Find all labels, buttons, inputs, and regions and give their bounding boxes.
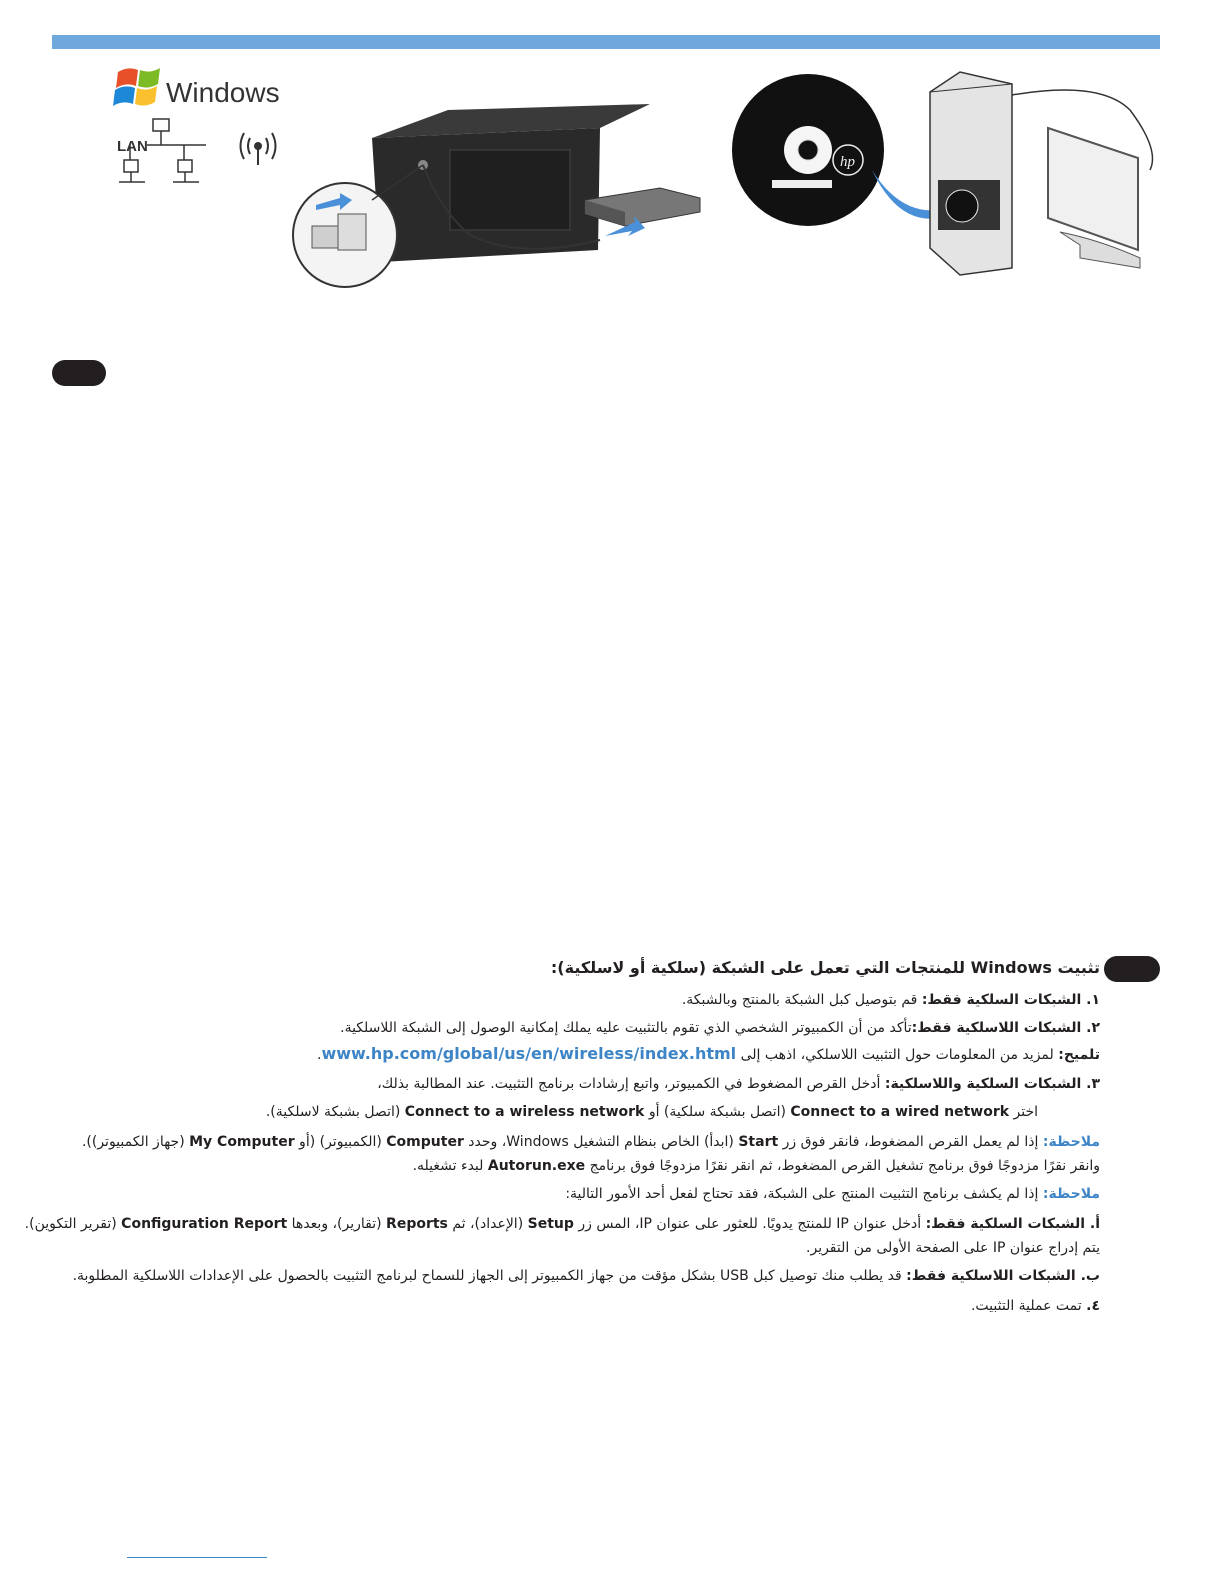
step-1-label: ١. الشبكات السلكية فقط: xyxy=(921,992,1100,1008)
step-2-label: ٢. الشبكات اللاسلكية فقط: xyxy=(911,1020,1100,1036)
step-1 xyxy=(682,990,1100,1010)
item-b xyxy=(73,1266,1100,1286)
windows-logo xyxy=(113,68,280,108)
installation-illustration xyxy=(0,0,1224,300)
note-2-text: إذا لم يكشف برنامج التثبيت المنتج على الشبكة، فقد تحتاج لفعل أحد الأمور التالية: xyxy=(565,1186,1043,1202)
item-a-part2: (الإعداد)، ثم xyxy=(447,1216,528,1232)
hp-cd-image xyxy=(732,74,884,226)
note-2 xyxy=(565,1184,1100,1204)
tip xyxy=(317,1044,1100,1065)
wireless-icon xyxy=(241,133,276,165)
monitor xyxy=(1048,128,1140,268)
language-tab-arabic xyxy=(1104,956,1160,982)
note-1-line2b: لبدء تشغيله. xyxy=(412,1158,488,1174)
step-4-text: تمت عملية التثبيت. xyxy=(970,1298,1087,1314)
note-1-line2a: وانقر نقرًا مزدوجًا فوق برنامج تشغيل القرص المضغوط، ثم انقر نقرًا مزدوجًا فوق برنامج xyxy=(585,1158,1100,1174)
step-3-text: أدخل القرص المضغوط في الكمبيوتر، واتبع إرشادات برنامج التثبيت. عند المطالبة بذلك، xyxy=(377,1076,885,1092)
autorun-term: Autorun.exe xyxy=(487,1158,586,1174)
configuration-report-term: Configuration Report xyxy=(121,1216,288,1232)
step-3 xyxy=(377,1074,1100,1094)
tip-end: . xyxy=(317,1047,322,1063)
tip-text: لمزيد من المعلومات حول التثبيت اللاسلكي، اذهب إلى xyxy=(736,1047,1059,1063)
step-4-label: ٤. xyxy=(1086,1298,1100,1314)
item-a-label: أ. الشبكات السلكية فقط: xyxy=(925,1216,1100,1232)
note-1-label: ملاحظة: xyxy=(1042,1134,1100,1150)
note-1-part1: إذا لم يعمل القرص المضغوط، فانقر فوق زر xyxy=(778,1134,1043,1150)
choose-text: اختر xyxy=(1009,1104,1038,1120)
step-3-choice xyxy=(266,1102,1038,1122)
windows-logo-text: Windows xyxy=(166,77,280,108)
hp-logo: hp xyxy=(840,154,855,170)
item-a-part3: (تقارير)، وبعدها xyxy=(287,1216,387,1232)
item-a-line-2: يتم إدراج عنوان IP على الصفحة الأولى من التقرير. xyxy=(806,1240,1100,1256)
start-term: Start xyxy=(738,1134,779,1150)
wired-network-ar: (اتصل بشبكة سلكية) أو xyxy=(644,1104,791,1120)
step-2 xyxy=(340,1018,1100,1038)
computer-term: Computer xyxy=(386,1134,464,1150)
printer-image xyxy=(372,104,650,262)
note-1 xyxy=(82,1132,1100,1152)
computer-tower xyxy=(930,72,1012,275)
item-a-part1: أدخل عنوان IP للمنتج يدويًا. للعثور على عنوان IP، المس زر xyxy=(573,1216,926,1232)
item-a xyxy=(25,1214,1100,1234)
wireless-network-option: Connect to a wireless network xyxy=(404,1104,645,1120)
step-1-text: قم بتوصيل كبل الشبكة بالمنتج وبالشبكة. xyxy=(681,992,922,1008)
step-2-text: تأكد من أن الكمبيوتر الشخصي الذي تقوم بالتثبيت عليه يملك إمكانية الوصول إلى الشبكة اللاسلكية. xyxy=(340,1020,912,1036)
step-4 xyxy=(971,1296,1100,1316)
note-2-label: ملاحظة: xyxy=(1042,1186,1100,1202)
wireless-help-link[interactable]: www.hp.com/global/us/en/wireless/index.html xyxy=(321,1044,737,1063)
footer-rule xyxy=(127,1557,267,1558)
tip-label: تلميح: xyxy=(1058,1047,1100,1063)
item-a-part4: (تقرير التكوين). xyxy=(24,1216,122,1232)
item-b-text: قد يطلب منك توصيل كبل USB بشكل مؤقت من جهاز الكمبيوتر إلى الجهاز للسماح لبرنامج التثبيت بالحصول على الإعدادات اللاسلكية المطلوبة. xyxy=(72,1268,907,1284)
reports-term: Reports xyxy=(386,1216,448,1232)
network-hub xyxy=(585,188,700,236)
setup-term: Setup xyxy=(527,1216,574,1232)
note-1-part3: (الكمبيوتر) (أو xyxy=(294,1134,387,1150)
wireless-network-ar: (اتصل بشبكة لاسلكية). xyxy=(265,1104,405,1120)
lan-label: LAN xyxy=(117,138,148,155)
note-1-part2: (ابدأ) الخاص بنظام التشغيل Windows، وحدد xyxy=(463,1134,739,1150)
my-computer-term: My Computer xyxy=(189,1134,295,1150)
item-b-label: ب. الشبكات اللاسلكية فقط: xyxy=(906,1268,1100,1284)
language-tab-left xyxy=(52,360,106,386)
note-1-line-2 xyxy=(413,1156,1100,1176)
note-1-part4: (جهاز الكمبيوتر)). xyxy=(81,1134,190,1150)
section-title: تثبيت Windows للمنتجات التي تعمل على الشبكة (سلكية أو لاسلكية): xyxy=(550,958,1100,977)
step-3-label: ٣. الشبكات السلكية واللاسلكية: xyxy=(884,1076,1100,1092)
wired-network-option: Connect to a wired network xyxy=(790,1104,1010,1120)
